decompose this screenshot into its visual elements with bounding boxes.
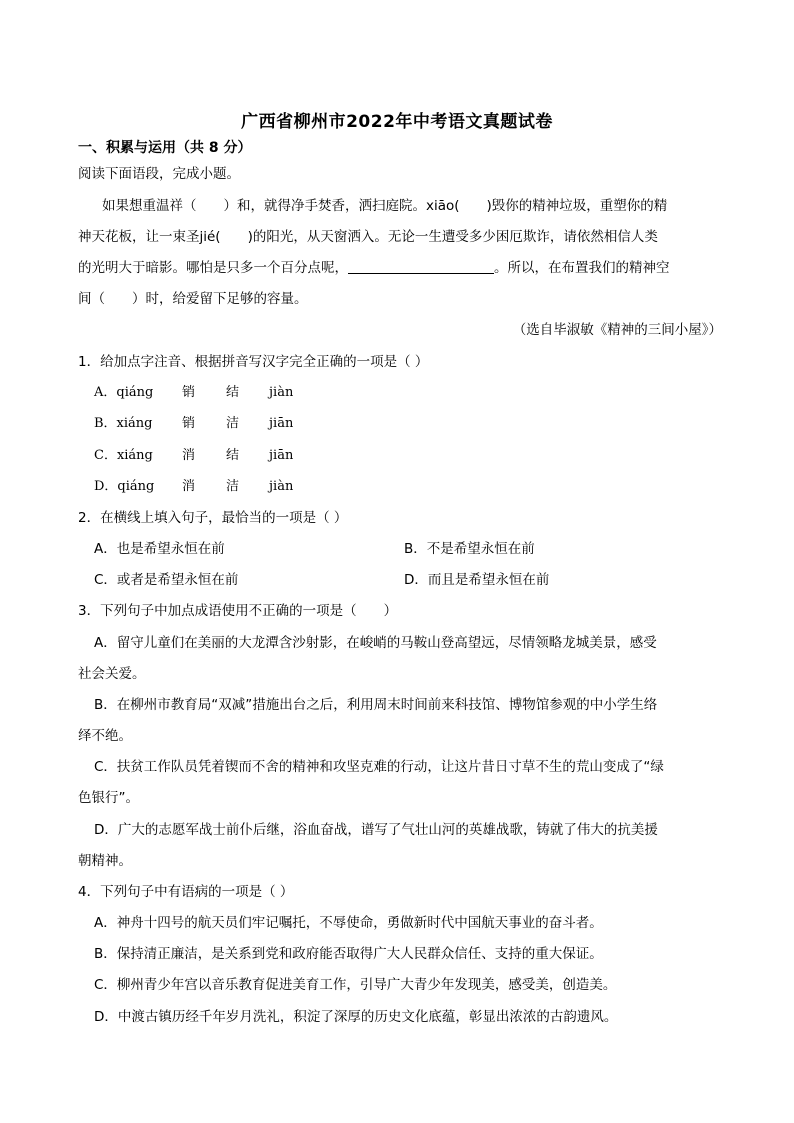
passage-source: （选自毕淑敏《精神的三间小屋》） <box>512 322 722 338</box>
question-1-stem: 1．给加点字注音、根据拼音写汉字完全正确的一项是（ ） <box>78 354 429 370</box>
passage-line-4: 间（ ）时，给爱留下足够的容量。 <box>78 291 308 307</box>
reading-instruction: 阅读下面语段，完成小题。 <box>78 166 240 182</box>
question-3-option-d-line-2: 朝精神。 <box>78 853 132 869</box>
passage-line-1: 如果想重温祥（ ）和，就得净手焚香，洒扫庭院。xiāo( )毁你的精神垃圾，重塑你的精 <box>102 198 668 214</box>
section-heading: 一、积累与运用（共 8 分） <box>78 140 252 156</box>
question-3-option-a-line-2: 社会关爱。 <box>78 666 146 682</box>
question-4-option-b: B．保持清正廉洁，是关系到党和政府能否取得广大人民群众信任、支持的重大保证。 <box>94 946 603 962</box>
passage-line-3 <box>78 259 670 277</box>
question-3-option-c-line-2: 色银行”。 <box>78 790 139 806</box>
question-3-option-b-line-1: B．在柳州市教育局“双减”措施出台之后，利用周末时间前来科技馆、博物馆参观的中小学生络 <box>94 697 658 713</box>
question-4-option-a: A．神舟十四号的航天员们牢记嘱托，不辱使命，勇做新时代中国航天事业的奋斗者。 <box>94 915 603 931</box>
question-3-option-a-line-1: A．留守儿童们在美丽的大龙潭含沙射影，在峻峭的马鞍山登高望远，尽情领略龙城美景，感受 <box>94 635 657 651</box>
passage-line-3-end: 。所以，在布置我们的精神空 <box>494 260 670 276</box>
question-3-stem: 3．下列句子中加点成语使用不正确的一项是（ ） <box>78 603 398 619</box>
passage-line-2: 神天花板，让一束圣jié( )的阳光，从天窗洒入。无论一生遭受多少困厄欺诈，请依然相信人类 <box>78 229 658 245</box>
question-3-option-d-line-1: D．广大的志愿军战士前仆后继，浴血奋战，谱写了气壮山河的英雄战歌，铸就了伟大的抗美援 <box>94 822 658 838</box>
passage-line-3-start: 的光明大于暗影。哪怕是只多一个百分点呢， <box>78 260 348 276</box>
question-4-option-c: C．柳州青少年宫以音乐教育促进美育工作，引导广大青少年发现美，感受美，创造美。 <box>94 977 617 993</box>
question-2-option-a: A．也是希望永恒在前 <box>94 541 225 557</box>
question-2-option-c: C．或者是希望永恒在前 <box>94 572 239 588</box>
question-3-option-b-line-2: 绎不绝。 <box>78 728 132 744</box>
question-2-option-b: B．不是希望永恒在前 <box>404 541 535 557</box>
question-2-option-d: D．而且是希望永恒在前 <box>404 572 550 588</box>
question-4-option-d: D．中渡古镇历经千年岁月洗礼，积淀了深厚的历史文化底蕴，彰显出浓浓的古韵遗风。 <box>94 1009 618 1025</box>
page-title: 广西省柳州市2022年中考语文真题试卷 <box>241 112 553 132</box>
question-4-stem: 4．下列句子中有语病的一项是（ ） <box>78 884 294 900</box>
question-3-option-c-line-1: C．扶贫工作队员凭着锲而不舍的精神和攻坚克难的行动，让这片昔日寸草不生的荒山变成了“绿 <box>94 759 664 775</box>
fill-in-blank <box>348 259 494 274</box>
question-2-stem: 2．在横线上填入句子，最恰当的一项是（ ） <box>78 510 348 526</box>
exam-page: 广西省柳州市2022年中考语文真题试卷 一、积累与运用（共 8 分） 阅读下面语段，完成小题。 如果想重温祥（ ）和，就得净手焚香，洒扫庭院。xiāo( )毁你的精神垃圾，重塑你的精 神天花板，让一束圣jié( )的阳光，从天窗洒入。无论一生遭受多少困厄欺诈，请依然相信人类 的光明大于暗影。哪怕是只多一个百分点呢， 。所以，在布置我们的精神空 间（ ）时，给爱留下足够的容量。 （选自毕淑敏《精神的三间小屋》） 1．给加点字注音、根据拼音写汉字完全正确的一项是（ ） A．qiáng 销 结 jiàn B．xiáng 销 洁 jiān C．xiáng 消 结 jiān D．qiáng 消 洁 jiàn 2．在横线上填入句子，最恰当的一项是（ ） A．也是希望永恒在前 B．不是希望永恒在前 C．或者是希望永恒在前 D．而且是希望永恒在前 3．下列句子中加点成语使用不正确的一项是（ ） A．留守儿童们在美丽的大龙潭含沙射影，在峻峭的马鞍山登高望远，尽情领略龙城美景，感受 社会关爱。 B．在柳州市教育局“双减”措施出台之后，利用周末时间前来科技馆、博物馆参观的中小学生络 绎不绝。 C．扶贫工作队员凭着锲而不舍的精神和攻坚克难的行动，让这片昔日寸草不生的荒山变成了“绿 色银行”。 D．广大的志愿军战士前仆后继，浴血奋战，谱写了气壮山河的英雄战歌，铸就了伟大的抗美援 朝精神。 4．下列句子中有语病的一项是（ ） A．神舟十四号的航天员们牢记嘱托，不辱使命，勇做新时代中国航天事业的奋斗者。 B．保持清正廉洁，是关系到党和政府能否取得广大人民群众信任、支持的重大保证。 C．柳州青少年宫以音乐教育促进美育工作，引导广大青少年发现美，感受美，创造美。 D．中渡古镇历经千年岁月洗礼，积淀了深厚的历史文化底蕴，彰显出浓浓的古韵遗风。 <box>0 0 794 1123</box>
